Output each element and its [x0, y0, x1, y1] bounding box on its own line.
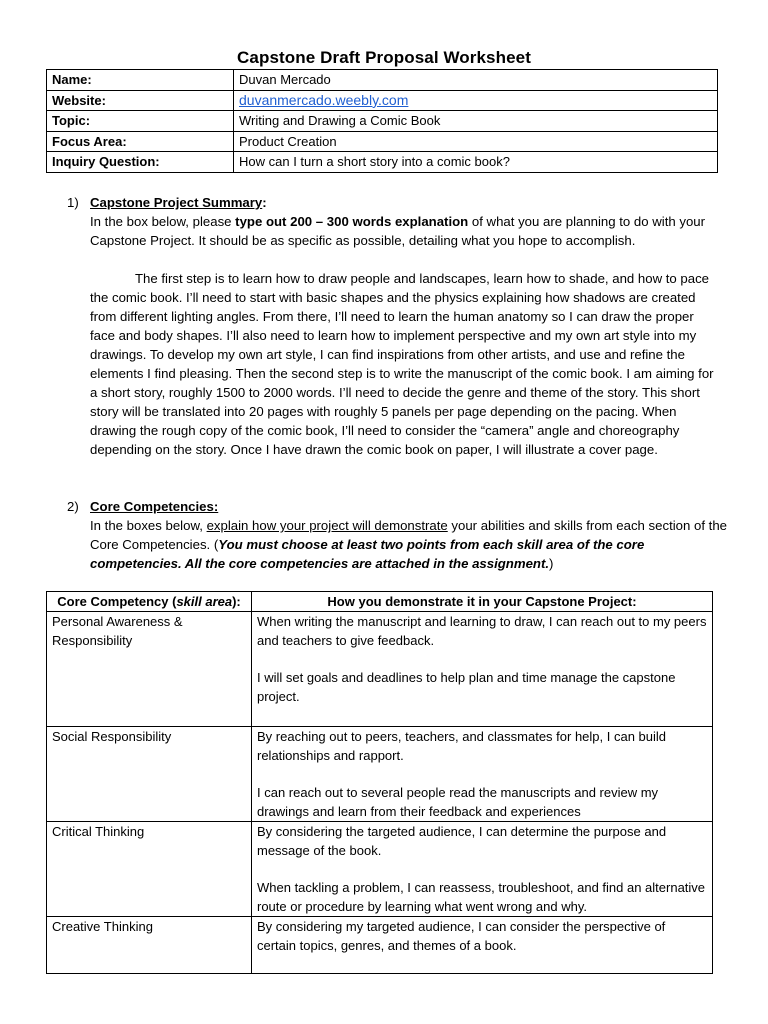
competency-row [47, 822, 713, 917]
competency-row [47, 917, 713, 974]
section-2-heading: Core Competencies: [90, 499, 219, 514]
competency-demonstration [252, 612, 713, 727]
competency-header-area [47, 592, 252, 612]
name-label: Name: [47, 70, 234, 91]
instr-text: In the box below, please [90, 214, 236, 229]
section-1-summary [67, 193, 727, 250]
section-1-number: 1) [67, 195, 79, 210]
competency-area: Personal Awareness & Responsibility [47, 612, 252, 727]
info-row-topic [47, 111, 718, 132]
instr-bold: type out 200 – 300 words explanation [235, 214, 469, 229]
header-italic: skill area [176, 594, 233, 609]
demonstration-text: By considering the targeted audience, I can determine the purpose and message of the book. [257, 824, 667, 858]
section-1-colon: : [262, 195, 267, 210]
instr-text-end: of what you are planning to do with your Capstone Project. It should be as specific as possible, detailing what you hope to accomplish. [90, 214, 706, 248]
competency-row [47, 612, 713, 727]
competency-demonstration [252, 822, 713, 917]
competency-header-demonstration: How you demonstrate it in your Capstone Project: [252, 592, 713, 612]
focus-area-value: Product Creation [234, 131, 718, 152]
page-title: Capstone Draft Proposal Worksheet [237, 48, 531, 67]
demonstration-text: By reaching out to peers, teachers, and classmates for help, I can build relationships and rapport. [257, 729, 667, 763]
demonstration-text: By considering my targeted audience, I can consider the perspective of certain topics, genres, and themes of a book. [257, 919, 666, 953]
website-value-cell [234, 90, 718, 111]
inquiry-question-label: Inquiry Question: [47, 152, 234, 173]
section-1-heading-line [90, 193, 727, 212]
section-2-number: 2) [67, 499, 79, 514]
info-table [46, 69, 718, 173]
instr-bold-italic: You must choose at least two points from each skill area of the core competencies. All the core competencies are attached in the assignment. [90, 537, 645, 571]
section-2-instructions [90, 516, 727, 573]
instr-text-end: ) [549, 556, 554, 571]
competency-area: Social Responsibility [47, 727, 252, 822]
website-label: Website: [47, 90, 234, 111]
section-2-core-competencies [67, 497, 727, 573]
demonstration-text: I will set goals and deadlines to help plan and time manage the capstone project. [257, 670, 676, 704]
section-1-instructions [90, 212, 727, 250]
competency-demonstration [252, 727, 713, 822]
info-row-focus-area [47, 131, 718, 152]
section-2-heading-line [90, 497, 727, 516]
instr-text-mid: your abilities and skills from each section of the Core Competencies. ( [90, 518, 728, 552]
demonstration-text: When writing the manuscript and learning to draw, I can reach out to my peers and teachers to give feedback. [257, 614, 707, 648]
instr-underlined: explain how your project will demonstrate [206, 518, 448, 533]
section-1-heading: Capstone Project Summary [90, 195, 263, 210]
competency-area: Critical Thinking [47, 822, 252, 917]
competency-header-row [47, 592, 713, 612]
competency-row [47, 727, 713, 822]
summary-paragraph: The first step is to learn how to draw people and landscapes, learn how to shade, and how to pace the comic book. I’ll need to start with basic shapes and the physics explaining how shadows are created from different lighting angles. From there, I’ll need to learn the human anatomy so I can draw the proper face and body shapes. I’ll also need to learn how to implement perspective and my own art style into my drawings. To develop my own art style, I can find inspirations from other artists, and use and refine the elements I find pleasing. Then the second step is to write the manuscript of the comic book. I am aiming for a short story, roughly 1500 to 2000 words. I’ll need to decide the genre and theme of the story. This short story will be translated into 20 pages with roughly 5 panels per page depending on the pacing. When drawing the rough copy of the comic book, I’ll need to consider the “camera” angle and choreography depending on the story. Once I have drawn the comic book on paper, I will illustrate a cover page. [90, 271, 714, 457]
competency-demonstration [252, 917, 713, 974]
name-value: Duvan Mercado [234, 70, 718, 91]
core-competency-table [46, 591, 713, 974]
info-row-website [47, 90, 718, 111]
inquiry-question-value: How can I turn a short story into a comic book? [234, 152, 718, 173]
header-text-end: ): [232, 594, 241, 609]
header-text: Core Competency ( [57, 594, 177, 609]
competency-area: Creative Thinking [47, 917, 252, 974]
focus-area-label: Focus Area: [47, 131, 234, 152]
info-row-inquiry [47, 152, 718, 173]
instr-text: In the boxes below, [90, 518, 207, 533]
topic-value: Writing and Drawing a Comic Book [234, 111, 718, 132]
demonstration-text: I can reach out to several people read the manuscripts and review my drawings and learn from their feedback and experiences [257, 785, 659, 819]
demonstration-text: When tackling a problem, I can reassess, troubleshoot, and find an alternative route or procedure by learning what went wrong and why. [257, 880, 706, 914]
info-row-name [47, 70, 718, 91]
topic-label: Topic: [47, 111, 234, 132]
website-link[interactable]: duvanmercado.weebly.com [239, 91, 409, 108]
